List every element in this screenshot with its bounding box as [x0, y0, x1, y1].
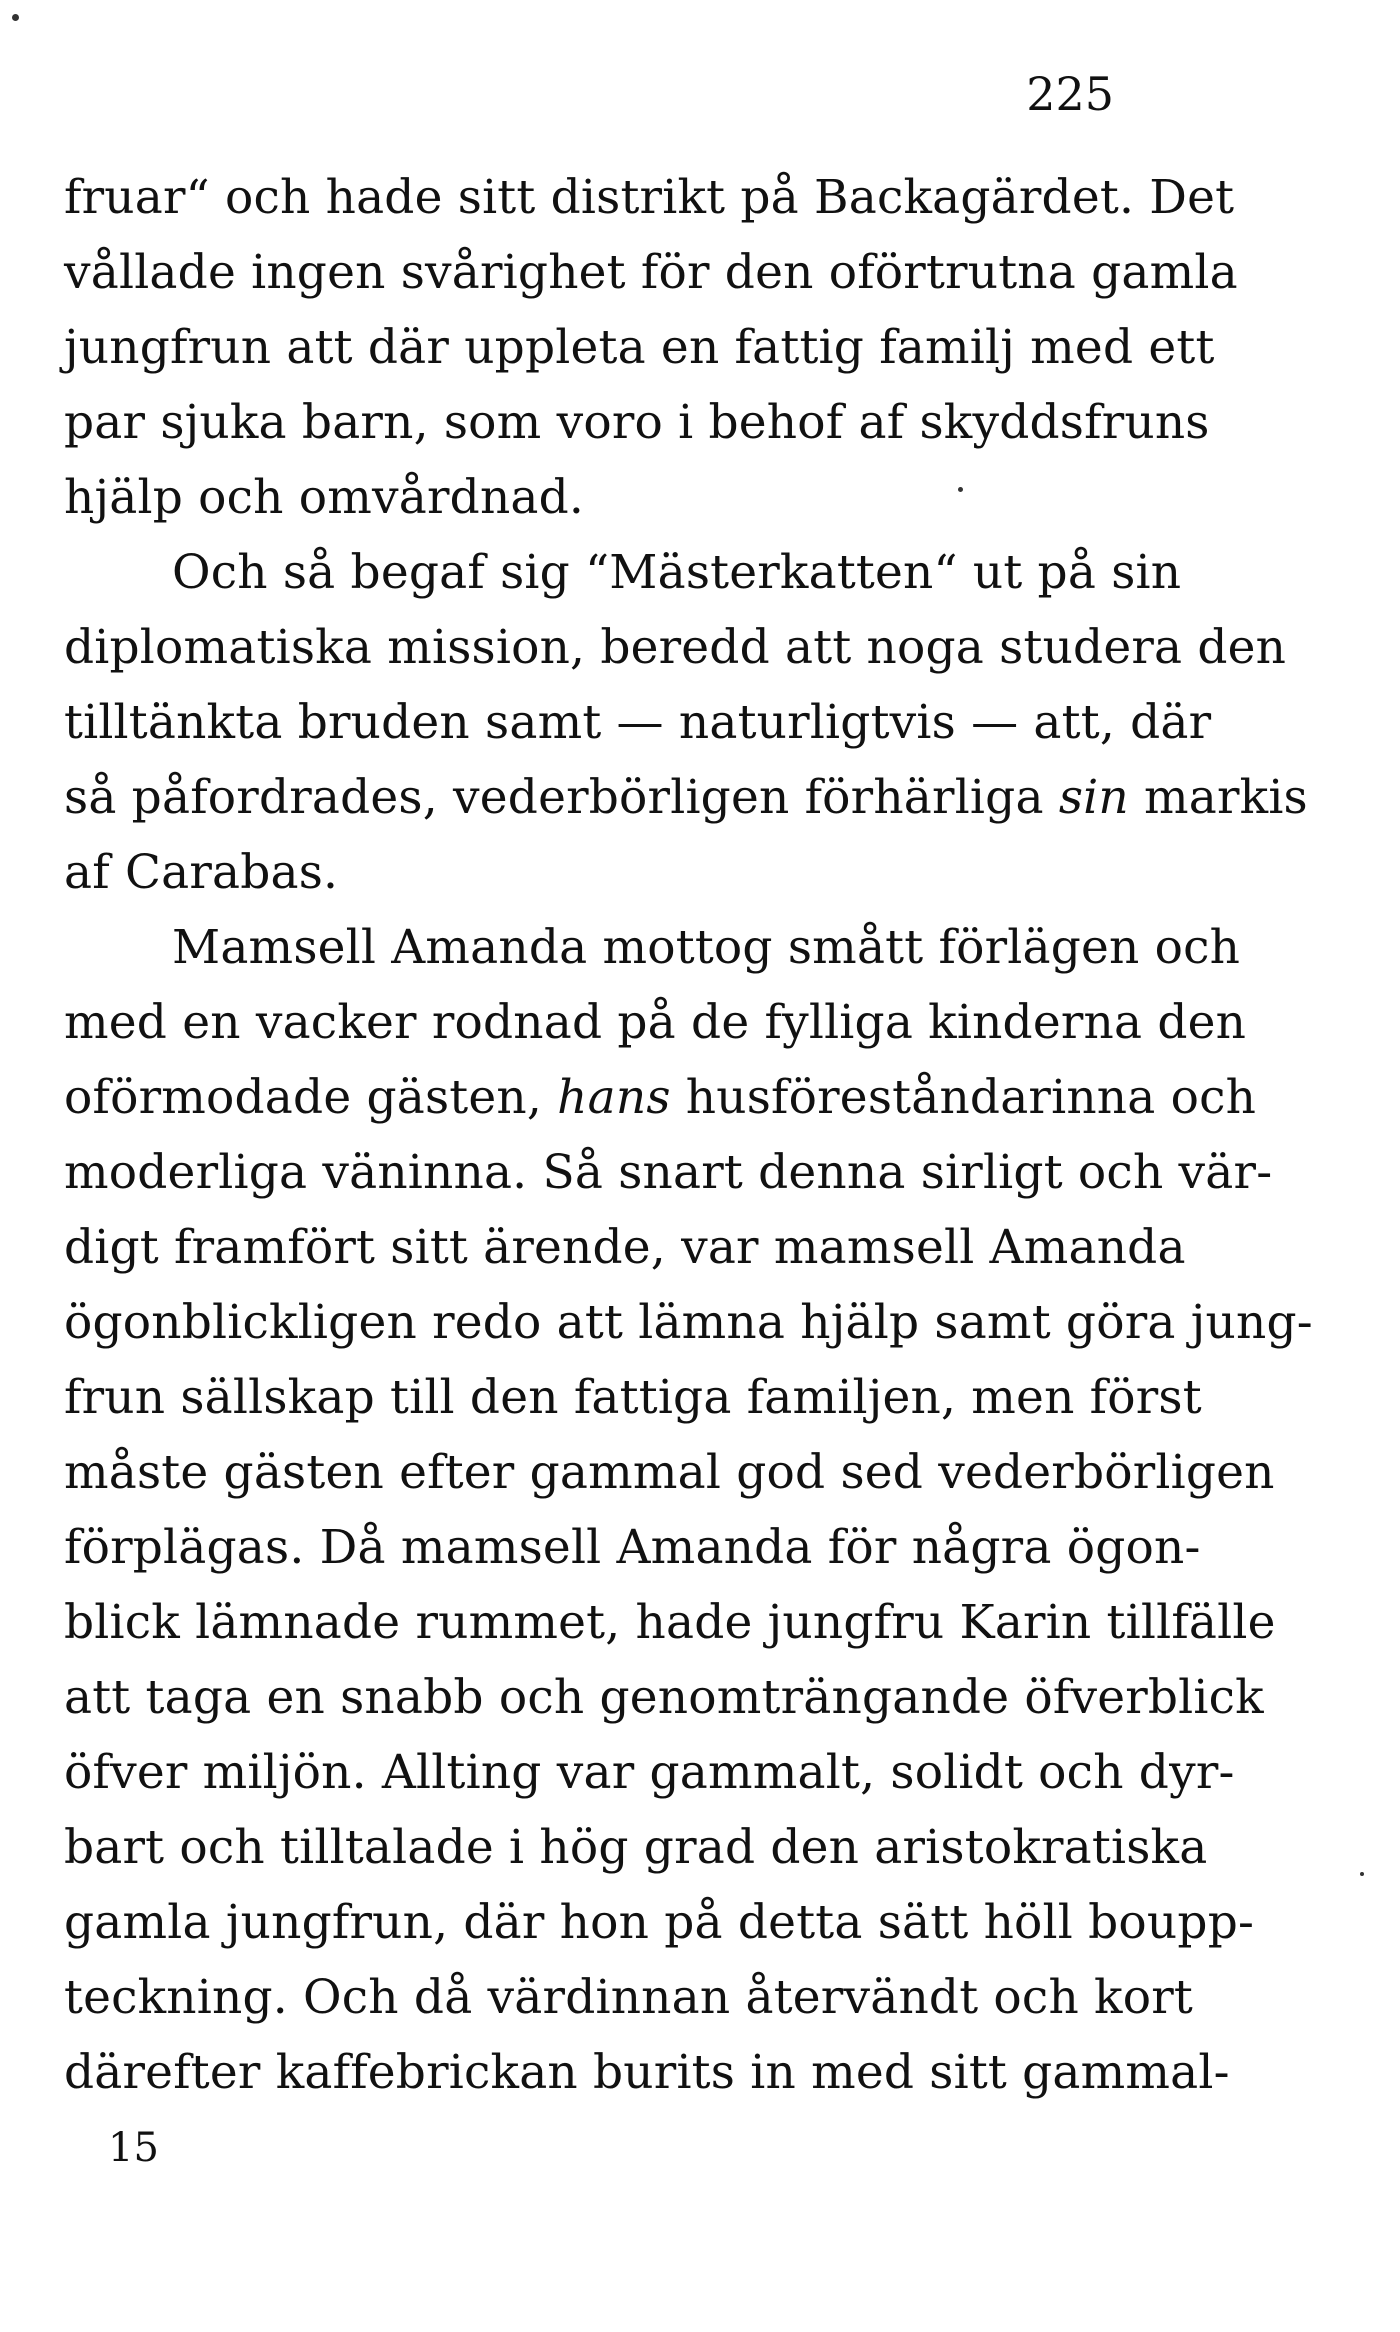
page-number: 225: [1026, 67, 1114, 121]
text-line-9-end: markis: [1128, 770, 1308, 825]
text-line-20: blick lämnade rummet, hade jungfru Karin tillfälle: [64, 1595, 1276, 1650]
scan-speck: [1360, 1872, 1364, 1876]
italic-word-sin: sin: [1058, 770, 1129, 825]
text-line-9: [64, 760, 1308, 835]
text-line-10: af Carabas.: [64, 845, 339, 900]
text-line-8: tilltänkta bruden samt — naturligtvis — att, där: [64, 695, 1212, 750]
text-line-13: [64, 1060, 1257, 1135]
text-line-11: Mamsell Amanda mottog smått förlägen och: [172, 920, 1241, 975]
text-line-19: förplägas. Då mamsell Amanda för några ögon-: [64, 1520, 1201, 1575]
italic-word-hans: hans: [557, 1070, 671, 1125]
text-line-26: därefter kaffebrickan burits in med sitt gammal-: [64, 2045, 1230, 2100]
text-line-23: bart och tilltalade i hög grad den aristokratiska: [64, 1820, 1208, 1875]
text-line-7: diplomatiska mission, beredd att noga studera den: [64, 620, 1287, 675]
text-line-6: Och så begaf sig “Mästerkatten“ ut på sin: [172, 545, 1182, 600]
text-line-13-end: husföreståndarinna och: [670, 1070, 1257, 1125]
text-line-24: gamla jungfrun, där hon på detta sätt höll boupp-: [64, 1895, 1255, 1950]
text-line-2: vållade ingen svårighet för den oförtrutna gamla: [64, 245, 1238, 300]
text-line-1: fruar“ och hade sitt distrikt på Backagärdet. Det: [64, 170, 1235, 225]
body-text: [64, 160, 1313, 2110]
text-line-25: teckning. Och då värdinnan återvändt och kort: [64, 1970, 1193, 2025]
text-line-21: att taga en snabb och genomträngande öfverblick: [64, 1670, 1264, 1725]
scan-speck: [958, 487, 963, 492]
signature-mark: 15: [108, 2125, 159, 2171]
scan-speck: [12, 14, 19, 21]
text-line-5: hjälp och omvårdnad.: [64, 470, 585, 525]
text-line-13-start: oförmodade gästen,: [64, 1070, 558, 1125]
text-line-18: måste gästen efter gammal god sed vederbörligen: [64, 1445, 1275, 1500]
text-line-16: ögonblickligen redo att lämna hjälp samt göra jung-: [64, 1295, 1313, 1350]
text-line-17: frun sällskap till den fattiga familjen, men först: [64, 1370, 1202, 1425]
text-line-14: moderliga väninna. Så snart denna sirligt och vär-: [64, 1145, 1273, 1200]
text-line-4: par sjuka barn, som voro i behof af skyddsfruns: [64, 395, 1210, 450]
text-line-12: med en vacker rodnad på de fylliga kinderna den: [64, 995, 1247, 1050]
text-line-9-start: så påfordrades, vederbörligen förhärliga: [64, 770, 1059, 825]
text-line-3: jungfrun att där uppleta en fattig familj med ett: [64, 320, 1215, 375]
text-line-15: digt framfört sitt ärende, var mamsell Amanda: [64, 1220, 1186, 1275]
text-line-22: öfver miljön. Allting var gammalt, solidt och dyr-: [64, 1745, 1235, 1800]
